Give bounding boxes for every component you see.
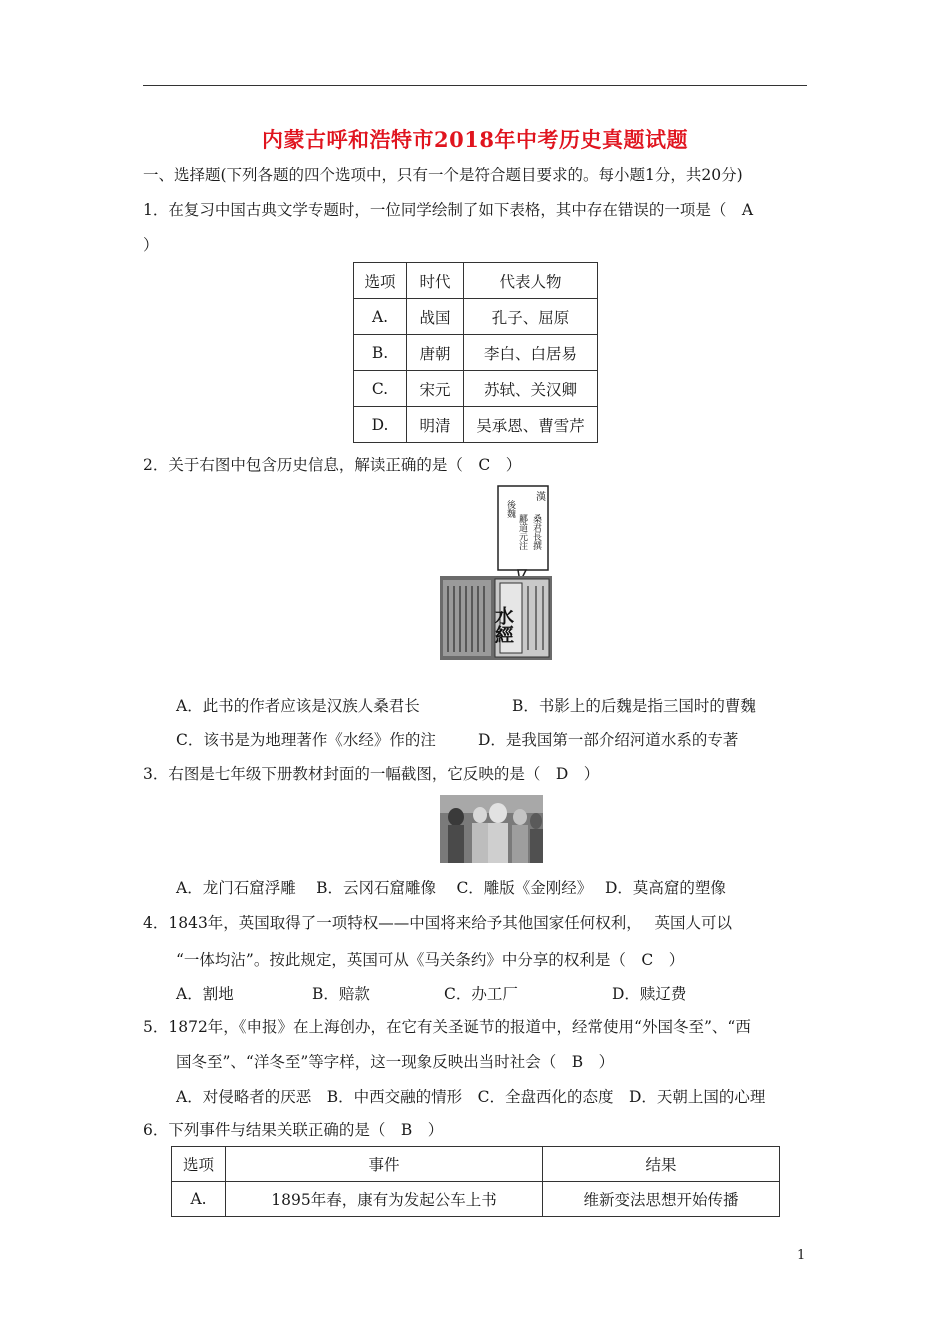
header-rule (143, 85, 807, 86)
q2-option-d: D．是我国第一部介绍河道水系的专著 (478, 731, 739, 749)
table-cell: 李白、白居易 (464, 335, 598, 371)
q4-option-d: D．赎辽费 (612, 985, 687, 1003)
q2-stem: 2．关于右图中包含历史信息，解读正确的是（ C ） (143, 456, 522, 474)
table-row (354, 299, 598, 335)
q4-option-a: A．割地 (176, 985, 234, 1003)
q3-stem: 3．右图是七年级下册教材封面的一幅截图，它反映的是（ D ） (143, 765, 600, 783)
table-header-row (172, 1147, 780, 1182)
callout-text: 後魏 (505, 500, 515, 518)
table-row (172, 1182, 780, 1217)
table-row (354, 407, 598, 443)
table-cell: 代表人物 (464, 263, 598, 299)
table-cell: C. (354, 371, 407, 407)
q1-stem-line1: 1．在复习中国古典文学专题时，一位同学绘制了如下表格，其中存在错误的一项是（ A (143, 201, 754, 219)
page-title: 内蒙古呼和浩特市2018年中考历史真题试题 (262, 127, 688, 152)
table-cell: D. (354, 407, 407, 443)
table-cell: 维新变法思想开始传播 (543, 1182, 780, 1217)
q3-options: A．龙门石窟浮雕 B．云冈石窟雕像 C．雕版《金刚经》 D．莫高窟的塑像 (176, 879, 726, 897)
table-cell: 吴承恩、曹雪芹 (464, 407, 598, 443)
q5-options: A．对侵略者的厌恶 B．中西交融的情形 C．全盘西化的态度 D．天朝上国的心理 (176, 1088, 766, 1106)
callout-text: 漢 (536, 492, 546, 503)
table-cell: 1895年春，康有为发起公车上书 (226, 1182, 543, 1217)
table-cell: 事件 (226, 1147, 543, 1182)
q5-stem-line1: 5．1872年，《申报》在上海创办，在它有关圣诞节的报道中，经常使用“外国冬至”、“西 (143, 1018, 751, 1036)
shuijing-book-image (440, 482, 552, 660)
q6-stem: 6．下列事件与结果关联正确的是（ B ） (143, 1121, 444, 1139)
q1-stem-line2: ） (143, 236, 159, 254)
q4-stem-line2: “一体均沾”。按此规定，英国可从《马关条约》中分享的权利是（ C ） (176, 951, 685, 969)
table-cell: 选项 (172, 1147, 226, 1182)
callout-text: 酈道元注 (517, 514, 527, 550)
q2-option-b: B．书影上的后魏是指三国时的曹魏 (512, 697, 756, 715)
table-cell: 结果 (543, 1147, 780, 1182)
table-cell: 孔子、屈原 (464, 299, 598, 335)
q6-table (171, 1146, 780, 1217)
table-row (354, 335, 598, 371)
table-row (354, 371, 598, 407)
table-cell: A. (172, 1182, 226, 1217)
q1-table (353, 262, 598, 443)
callout-text: 桑君長撰 (531, 514, 541, 550)
q4-option-c: C．办工厂 (444, 985, 518, 1003)
table-cell: B. (354, 335, 407, 371)
table-header-row (354, 263, 598, 299)
table-cell: A. (354, 299, 407, 335)
q2-option-c: C．该书是为地理著作《水经》作的注 (176, 731, 436, 749)
table-cell: 明清 (407, 407, 464, 443)
q2-option-a: A．此书的作者应该是汉族人桑君长 (176, 697, 420, 715)
table-cell: 选项 (354, 263, 407, 299)
table-cell: 唐朝 (407, 335, 464, 371)
table-cell: 战国 (407, 299, 464, 335)
section-heading: 一、选择题(下列各题的四个选项中，只有一个是符合题目要求的。每小题1分，共20分) (143, 166, 743, 184)
table-cell: 时代 (407, 263, 464, 299)
page-number: 1 (797, 1248, 806, 1263)
mogao-statues-image (440, 795, 543, 863)
q4-stem-line1: 4．1843年，英国取得了一项特权——中国将来给予其他国家任何权利， 英国人可以 (143, 914, 732, 932)
q4-option-b: B．赔款 (312, 985, 370, 1003)
table-cell: 苏轼、关汉卿 (464, 371, 598, 407)
book-title-text: 水經 (492, 606, 514, 644)
q5-stem-line2: 国冬至”、“洋冬至”等字样，这一现象反映出当时社会（ B ） (176, 1053, 615, 1071)
table-cell: 宋元 (407, 371, 464, 407)
